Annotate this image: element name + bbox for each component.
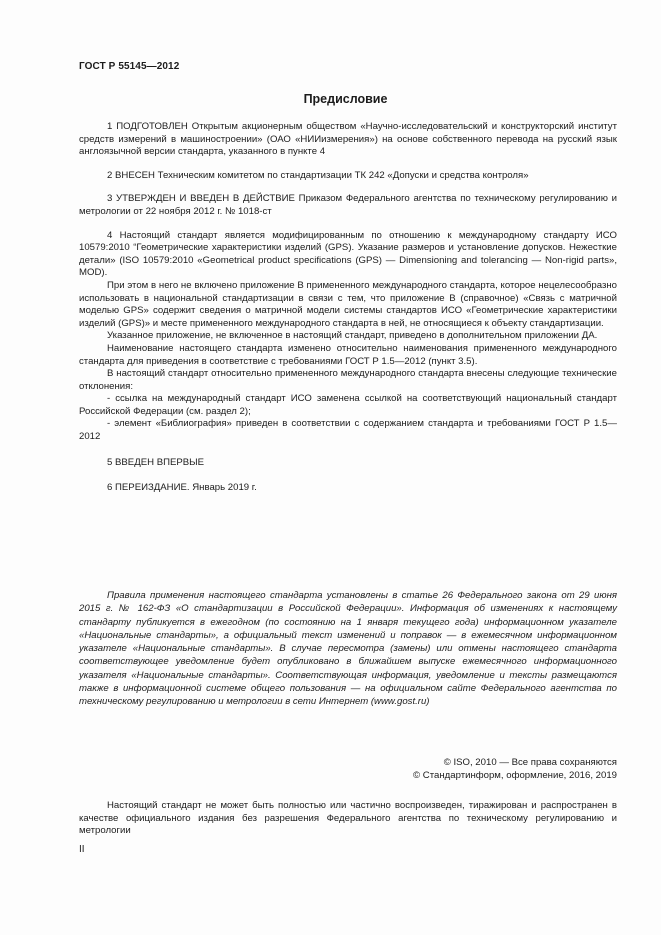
copyright-standartinform: © Стандартинформ, оформление, 2016, 2019 [413, 770, 617, 781]
paragraph-3: 3 УТВЕРЖДЕН И ВВЕДЕН В ДЕЙСТВИЕ Приказом Федерального агентства по техническому регулированию и метрологии от 22 ноября 2012 г. № 1018-ст [79, 193, 617, 217]
paragraph-2: 2 ВНЕСЕН Техническим комитетом по стандартизации ТК 242 «Допуски и средства контроля» [107, 169, 529, 181]
paragraph-5: 5 ВВЕДЕН ВПЕРВЫЕ [107, 456, 205, 468]
page-number: II [79, 844, 85, 855]
application-rules-notice: Правила применения настоящего стандарта установлены в статье 26 Федерального закона от 29 июня 2015 г. № 162-ФЗ «О стандартизации в Российской Федерации». Информация об изменениях к настоящему стандарту публикуется в ежегодном (по состоянию на 1 января текущего года) информационном указателе «Национальные стандарты», а официальный текст изменений и поправок — в ежемесячном информационном указателе «Национальные стандарты». В случае пересмотра (замены) или отмены настоящего стандарта соответствующее уведомление будет опубликовано в ближайшем выпуске ежемесячного информационного указателя «Национальные стандарты». Соответствующая информация, уведомление и тексты размещаются также в информационной системе общего пользования — на официальном сайте Федерального агентства по техническому регулированию и метрологии в сети Интернет (www.gost.ru) [79, 590, 617, 708]
reproduction-notice: Настоящий стандарт не может быть полностью или частично воспроизведен, тиражирован и распространен в качестве официального издания без разрешения Федерального агентства по техническому регулированию и метрологии [79, 800, 617, 837]
deviation-item-2: - элемент «Библиография» приведен в соответствии с содержанием стандарта и требованиями ГОСТ Р 1.5—2012 [79, 418, 617, 443]
deviation-item-1: - ссылка на международный стандарт ИСО заменена ссылкой на соответствующий национальный стандарт Российской Федерации (см. раздел 2); [79, 393, 617, 417]
paragraph-4-annex-note: Указанное приложение, не включенное в настоящий стандарт, приведено в дополнительном приложении ДА. [107, 330, 598, 342]
paragraph-4-deviations: В настоящий стандарт относительно примененного международного стандарта внесены следующие технические отклонения: [79, 368, 617, 392]
page-title: Предисловие [303, 92, 388, 106]
paragraph-4-appendix-note: При этом в него не включено приложение В примененного международного стандарта, которое нецелесообразно использовать в национальной стандартизации в связи с тем, что приложение В (справочное) «Связь с матричной моделью GPS» содержит сведения о матричной модели системы стандартов ИСО «Геометрические характеристики изделий (GPS)» и месте примененного международного стандарта в ней, не относящиеся к объекту стандартизации. [79, 279, 617, 329]
foreword-body [79, 121, 617, 495]
paragraph-4-title-note: Наименование настоящего стандарта изменено относительно наименования примененного международного стандарта для приведения в соответствие с требованиями ГОСТ Р 1.5—2012 (пункт 3.5). [79, 342, 617, 367]
copyright-block [413, 756, 617, 782]
paragraph-1: 1 ПОДГОТОВЛЕН Открытым акционерным обществом «Научно-исследовательский и конструкторский институт средств измерений в машиностроении» (ОАО «НИИизмерения») на основе собственного перевода на русский язык англоязычной версии стандарта, указанного в пункте 4 [79, 121, 617, 158]
paragraph-6: 6 ПЕРЕИЗДАНИЕ. Январь 2019 г. [107, 482, 257, 494]
document-header: ГОСТ Р 55145—2012 [79, 61, 180, 72]
paragraph-4: 4 Настоящий стандарт является модифицированным по отношению к международному стандарту ИСО 10579:2010 “Геометрические характеристики изделий (GPS). Указание размеров и установление допусков. Нежесткие детали» (ISO 10579:2010 «Geometrical product specifications (GPS) — Dimensioning and tolerancing — Non-rigid parts», MOD). [79, 229, 617, 279]
copyright-iso: © ISO, 2010 — Все права сохраняются [443, 757, 617, 768]
